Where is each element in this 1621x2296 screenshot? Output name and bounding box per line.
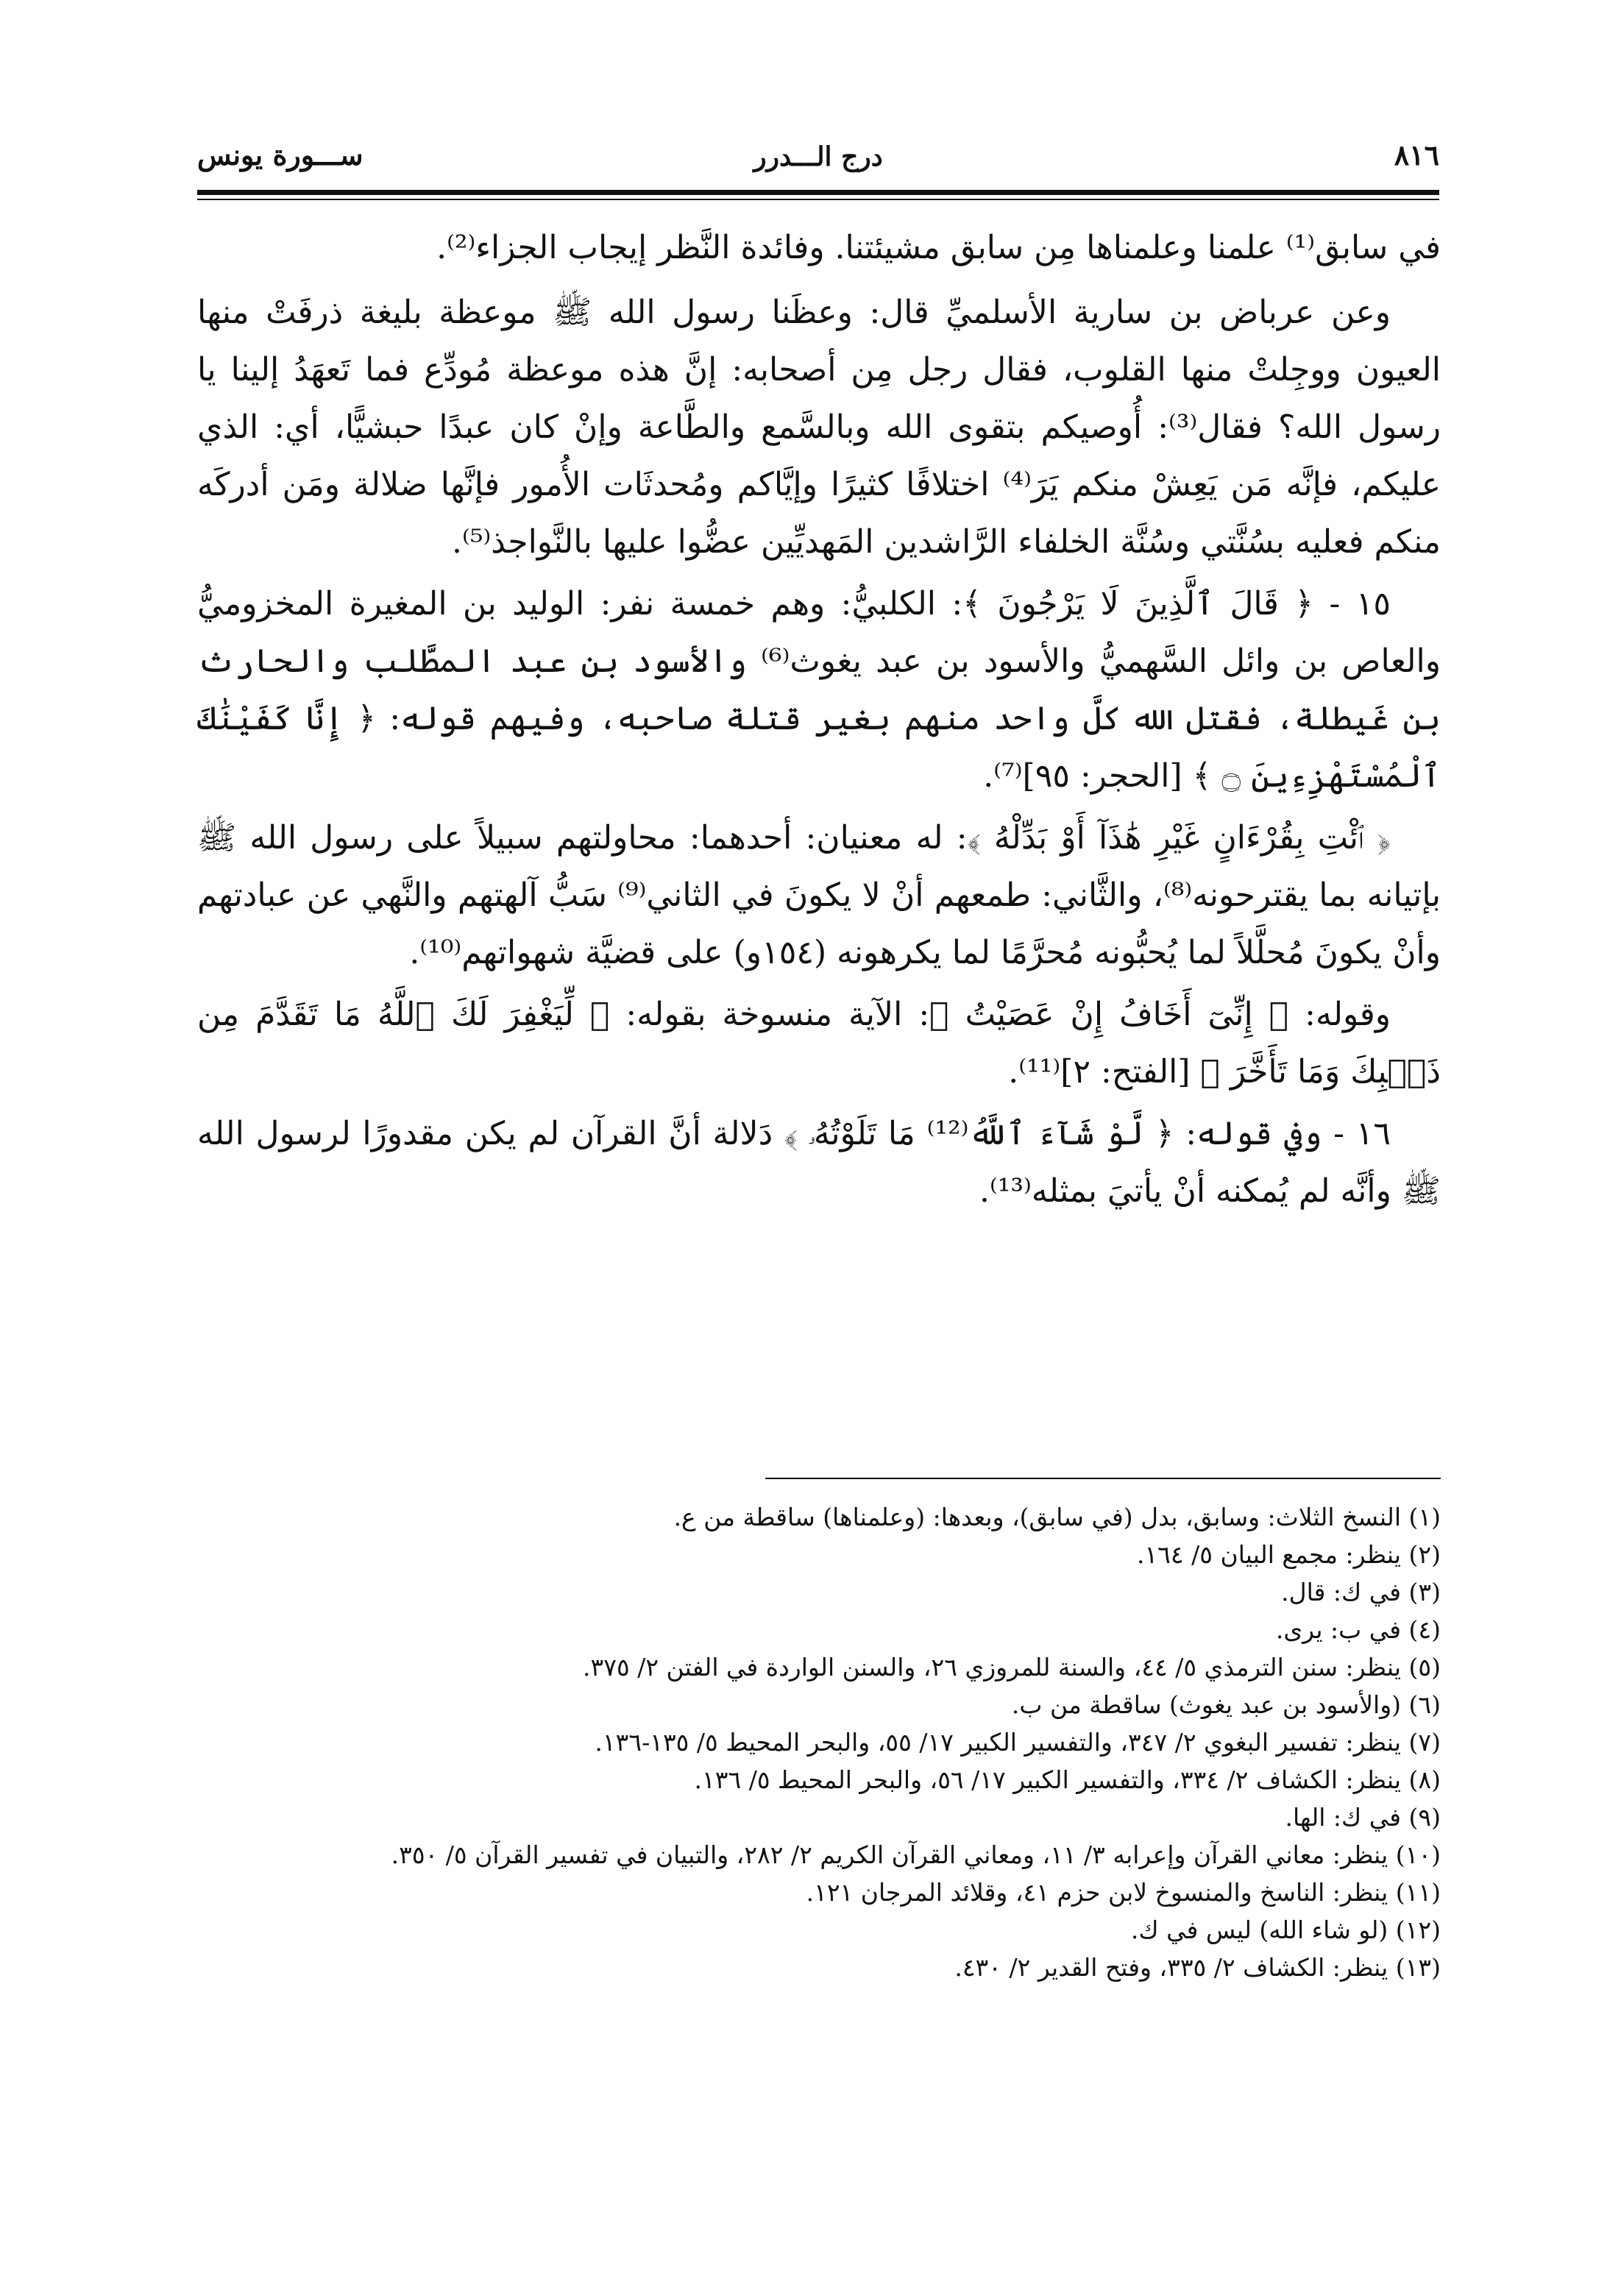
- footnote: (١٠) ينظر: معاني القرآن وإعرابه ٣/ ١١، ومعاني القرآن الكريم ٢/ ٢٨٢، والتبيان في تفسير القرآن ٥/ ٣٥٠.: [391, 1840, 1441, 1869]
- footnote: (٢) ينظر: مجمع البيان ٥/ ١٦٤.: [1136, 1540, 1441, 1569]
- paragraph: ١٦ - وفي قوله: ﴿ لَّوْ شَآءَ ٱللَّهُ⁽¹²⁾ مَا تَلَوْتُهُۥ ﴾ دَلالة أنَّ القرآن لم يكن مقدورًا لرسول الله ﷺ وأنَّه لم يُمكنه أنْ يأتيَ بمثله⁽¹³⁾.: [197, 1115, 1441, 1210]
- main-text: [197, 219, 1441, 1220]
- footnote: (١١) ينظر: الناسخ والمنسوخ لابن حزم ٤١، وقلائد المرجان ١٢١.: [806, 1878, 1441, 1907]
- paragraph: ١٥ - ﴿ قَالَ ٱلَّذِينَ لَا يَرْجُونَ ﴾: الكلبيُّ: وهم خمسة نفر: الوليد بن المغيرة المخزوميُّ والعاص بن وائل السَّهميُّ والأسود بن عبد يغوث⁽⁶⁾ والأسود بن عبد المطَّلب والحارث بن غَيطلة، فقتل الله كلَّ واحد منهم بغير قتلة صاحبه، وفيهم قوله: ﴿ إِنَّا كَفَيْنَٰكَ ٱلْمُسْتَهْزِءِينَ ۝ ﴾ [الحجر: ٩٥]⁽⁷⁾.: [197, 585, 1441, 795]
- footnotes: [197, 1498, 1441, 1986]
- footnote: (٤) في ب: يرى.: [1275, 1615, 1441, 1644]
- footnote: (٥) ينظر: سنن الترمذي ٥/ ٤٤، والسنة للمروزي ٢٦، والسنن الواردة في الفتن ٢/ ٣٧٥.: [583, 1653, 1441, 1682]
- paragraph: ﴿ ٱئْتِ بِقُرْءَانٍ غَيْرِ هَٰذَآ أَوْ بَدِّلْهُ ﴾: له معنيان: أحدهما: محاولتهم سبيلاً على رسول الله ﷺ بإتيانه بما يقترحونه⁽⁸⁾، والثَّاني: طمعهم أنْ لا يكونَ في الثاني⁽⁹⁾ سَبُّ آلهتهم والنَّهي عن عبادتهم وأنْ يكونَ مُحلَّلاً لما يُحبُّونه مُحرَّمًا لما يكرهونه (١٥٤و) على قضيَّة شهواتهم⁽¹⁰⁾.: [197, 819, 1441, 971]
- footnote: (٧) ينظر: تفسير البغوي ٢/ ٣٤٧، والتفسير الكبير ١٧/ ٥٥، والبحر المحيط ٥/ ١٣٥-١٣٦.: [595, 1728, 1441, 1757]
- footnote: (١) النسخ الثلاث: وسابق، بدل (في سابق)، وبعدها: (وعلمناها) ساقطة من ع.: [673, 1503, 1441, 1531]
- header-rule-thin: [197, 199, 1439, 200]
- footnote: (٩) في ك: الها.: [1285, 1803, 1441, 1832]
- paragraph: وقوله: ﴿ إِنِّىٓ أَخَافُ إِنْ عَصَيْتُ ﴾: الآية منسوخة بقوله: ﴿ لِّيَغْفِرَ لَكَ ٱللَّهُ مَا تَقَدَّمَ مِن ذَنۢبِكَ وَمَا تَأَخَّرَ ﴾ [الفتح: ٢]⁽¹¹⁾.: [197, 996, 1441, 1091]
- footnote: (٦) (والأسود بن عبد يغوث) ساقطة من ب.: [1011, 1690, 1441, 1719]
- surah-title: ســـورة يونس: [197, 138, 363, 171]
- book-title: درج الـــدرر: [753, 141, 883, 172]
- running-header: [197, 132, 1439, 185]
- header-rule: [197, 190, 1439, 195]
- paragraph: وعن عرباض بن سارية الأسلميِّ قال: وعظَنا رسول الله ﷺ موعظة بليغة ذرفَتْ منها العيون ووجِلتْ منها القلوب، فقال رجل مِن أصحابه: إنَّ هذه موعظة مُودِّع فما تَعهَدُ إلينا يا رسول الله؟ فقال⁽³⁾: أُوصيكم بتقوى الله وبالسَّمع والطَّاعة وإنْ كان عبدًا حبشيًّا، أي: الذي عليكم، فإنَّه مَن يَعِشْ منكم يَرَ⁽⁴⁾ اختلافًا كثيرًا وإيَّاكم ومُحدثَات الأُمور فإنَّها ضلالة ومَن أدركَه منكم فعليه بسُنَّتي وسُنَّة الخلفاء الرَّاشدين المَهديِّين عضُّوا عليها بالنَّواجذ⁽⁵⁾.: [197, 294, 1441, 561]
- page-number: ٨١٦: [1394, 138, 1439, 171]
- paragraph: في سابق⁽¹⁾ علمنا وعلمناها مِن سابق مشيئتنا. وفائدة النَّظر إيجاب الجزاء⁽²⁾.: [436, 229, 1441, 266]
- footnote: (٨) ينظر: الكشاف ٢/ ٣٣٤، والتفسير الكبير ١٧/ ٥٦، والبحر المحيط ٥/ ١٣٦.: [694, 1765, 1441, 1794]
- footnote: (١٣) ينظر: الكشاف ٢/ ٣٣٥، وفتح القدير ٢/ ٤٣٠.: [954, 1953, 1441, 1982]
- footnote: (١٢) (لو شاء الله) ليس في ك.: [1130, 1916, 1441, 1944]
- footnote-separator: [765, 1478, 1441, 1479]
- footnote: (٣) في ك: قال.: [1281, 1578, 1441, 1606]
